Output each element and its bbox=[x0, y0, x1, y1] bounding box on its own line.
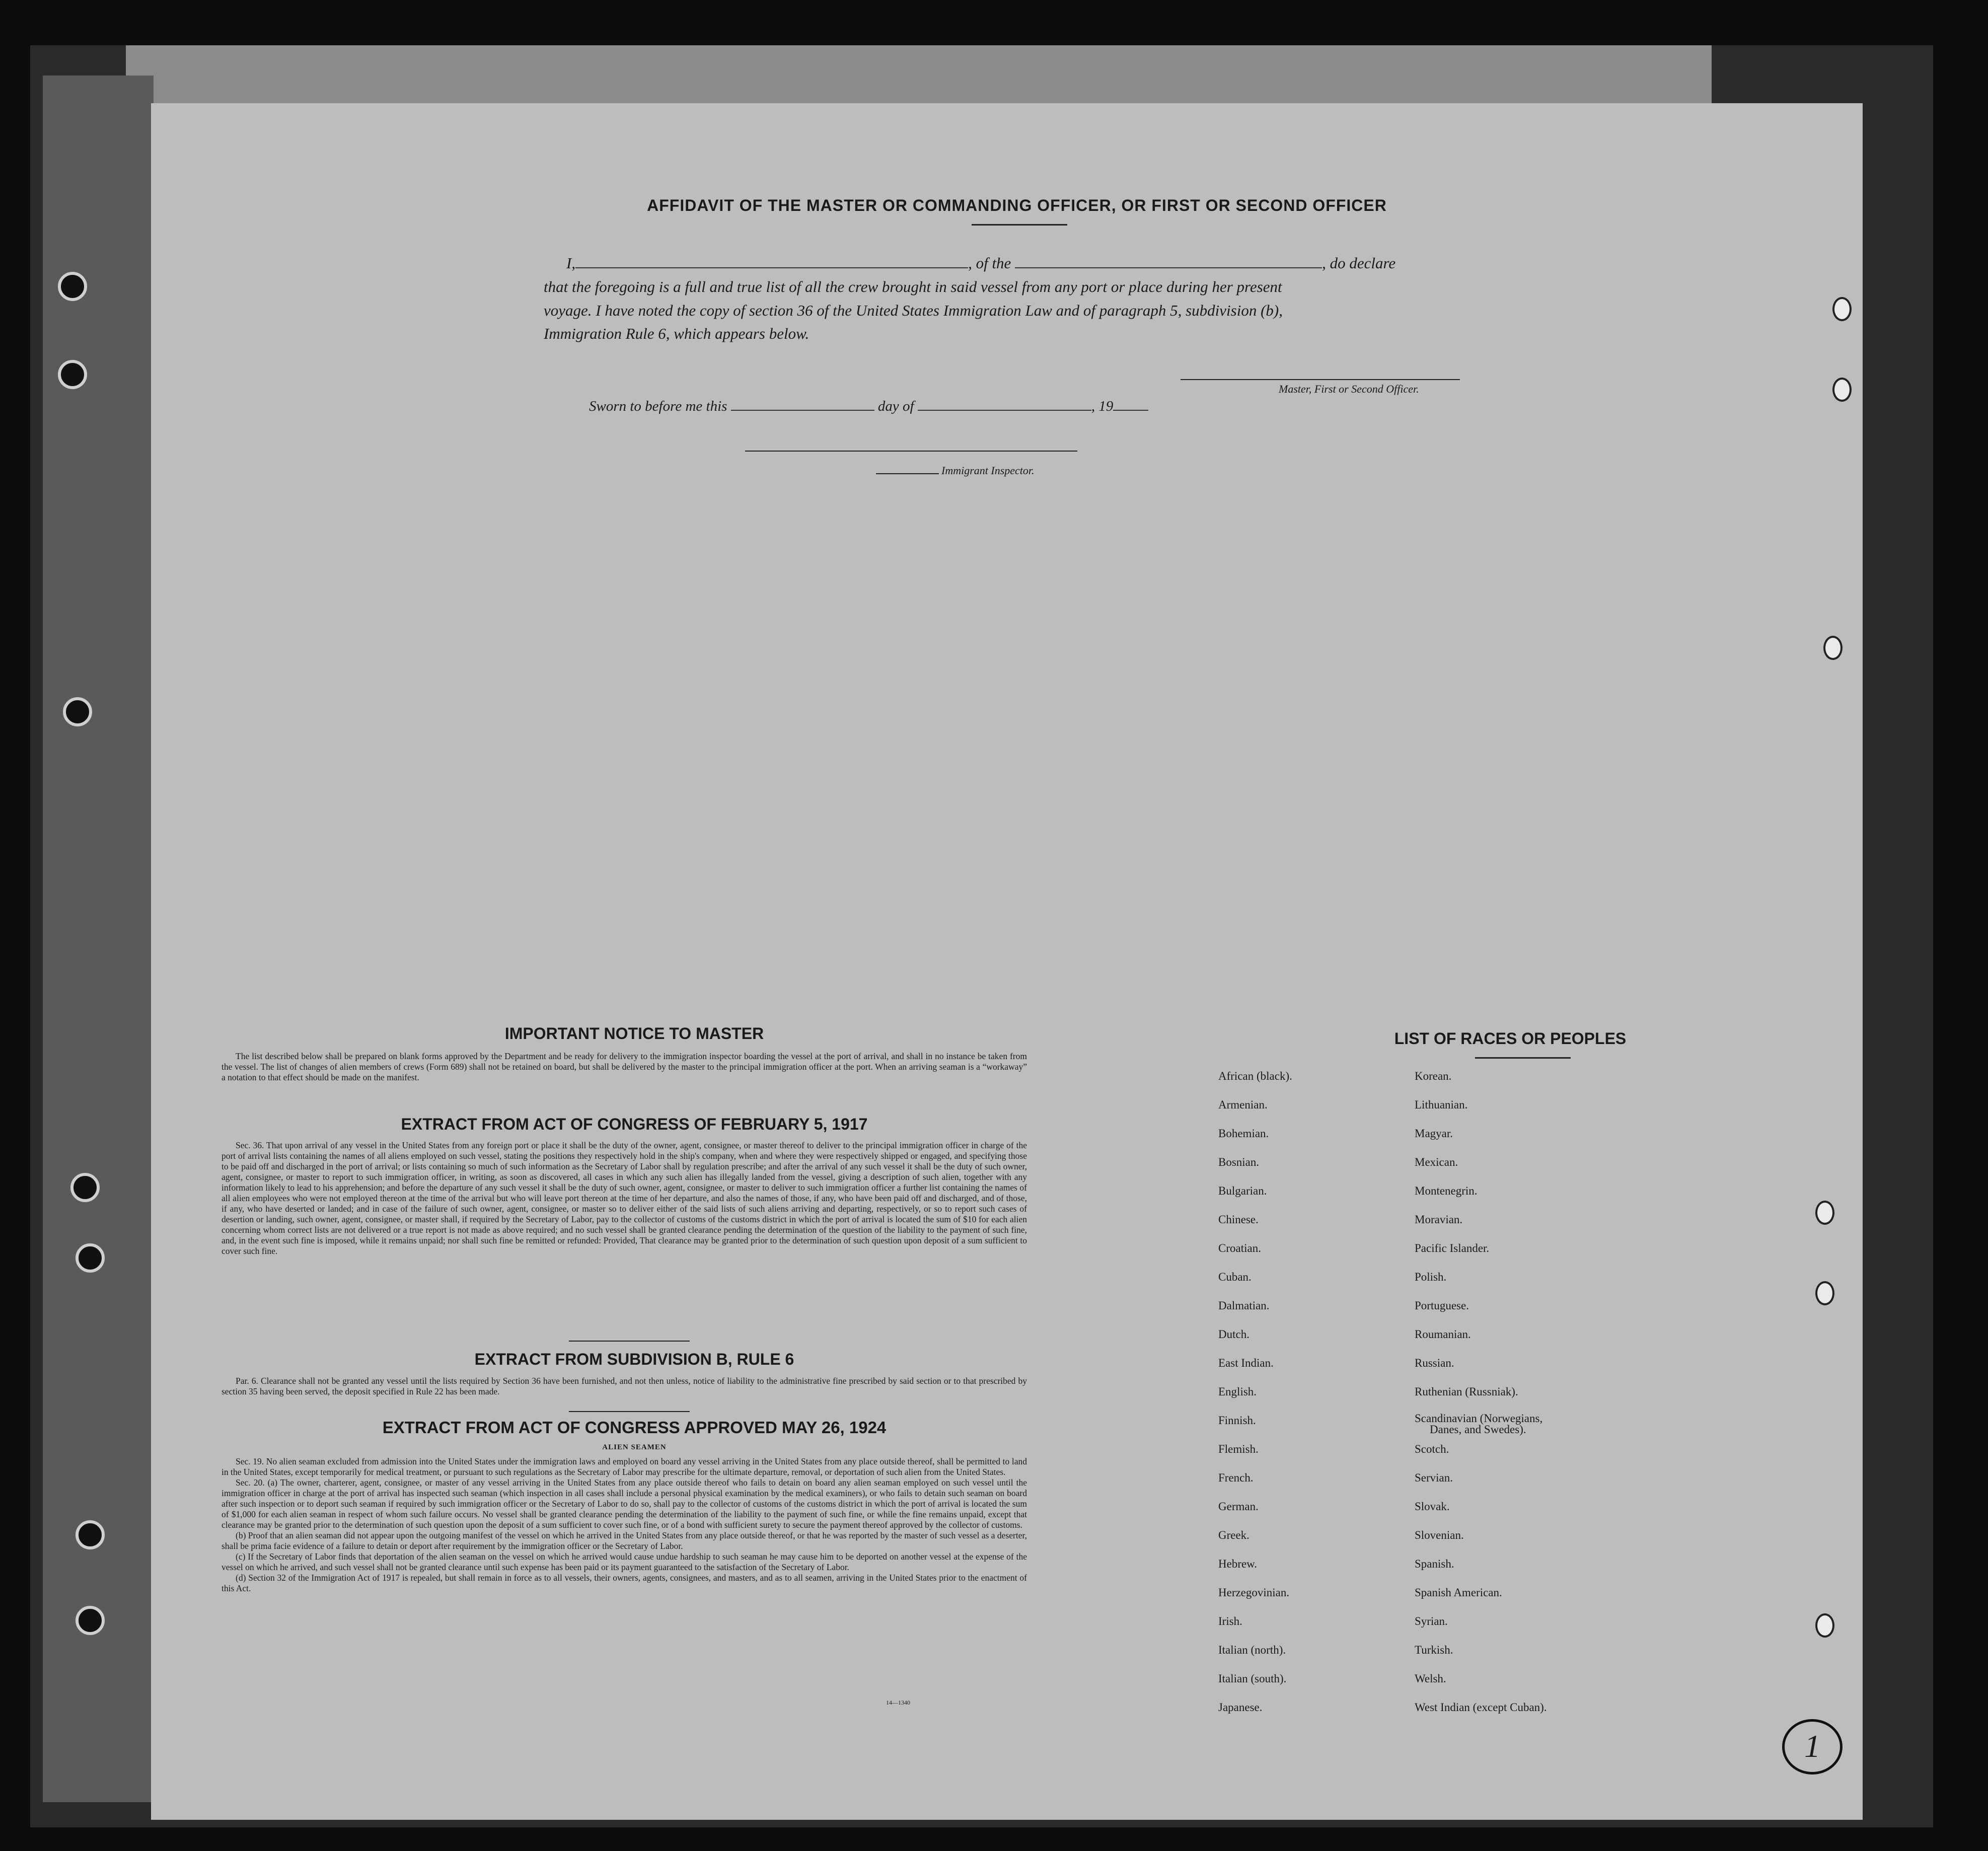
race-item: Flemish. bbox=[1218, 1443, 1259, 1455]
extract-1924-title: EXTRACT FROM ACT OF CONGRESS APPROVED MAY 26, 1924 bbox=[382, 1418, 887, 1437]
race-item: Syrian. bbox=[1415, 1615, 1448, 1627]
race-item: Spanish American. bbox=[1415, 1586, 1502, 1599]
race-item: Portuguese. bbox=[1415, 1299, 1469, 1312]
race-item: Danes, and Swedes). bbox=[1430, 1423, 1526, 1436]
vessel-blank[interactable] bbox=[1015, 254, 1322, 268]
race-item: Slovenian. bbox=[1415, 1529, 1464, 1541]
section-divider bbox=[569, 1411, 690, 1412]
race-item: Turkish. bbox=[1415, 1644, 1453, 1656]
punch-hole bbox=[1823, 636, 1843, 660]
sworn-year-blank[interactable] bbox=[1113, 397, 1148, 411]
extract-1917-text: Sec. 36. That upon arrival of any vessel in the United States from any foreign port or place it shall be the duty of the owner, agent, consignee, or master thereof to deliver to the principal immigration officer in charge of the port of arrival lists containing the names of all aliens employed on such vessel, stating the positions they respectively hold in the ship's company, when and where they were respectively shipped or engaged, and specifying those to be paid off and discharged in the port of arrival; or lists containing so much of such information as the Secretary of Labor shall by regulation prescribe; and after the arrival of any such vessel it shall be the duty of such owner, agent, consignee, or master to report to such immigration officer, in writing, as soon as discovered, all cases in which any such alien has illegally landed from the vessel, giving a description of such alien, together with any information likely to lead to his apprehension; and before the departure of any such vessel it shall be the duty of such owner, agent, consignee, or master to deliver to such immigration officer a further list containing the names of all alien employees who were not employed thereon at the time of the arrival but who will leave port thereon at the time of her departure, and also the names of those, if any, who have been paid off and discharged, and of those, if any, who have deserted or landed; and in case of the failure of such owner, agent, consignee, or master so to deliver either of the said lists of such aliens arriving and departing, respectively, or so to report such cases of desertion or landing, such owner, agent, consignee, or master shall, if required by the Secretary of Labor, pay to the collector of customs of the customs district in which the port of arrival is located the sum of $10 for each alien concerning whom correct lists are not delivered or a true report is not made as above required; and no such vessel shall be granted clearance pending the determination of the question of the liability to the payment of such fine, and, in the event such fine is imposed, while it remains unpaid; nor shall such fine be remitted or refunded: Provided, That clearance may be granted prior to the determination of such question upon deposit of a sum sufficient to cover such fine. bbox=[222, 1140, 1027, 1256]
race-item: Magyar. bbox=[1415, 1127, 1453, 1140]
race-item: Hebrew. bbox=[1218, 1558, 1258, 1570]
binder-hole bbox=[58, 272, 87, 301]
sworn-month-blank[interactable] bbox=[918, 397, 1091, 411]
race-item: Welsh. bbox=[1415, 1672, 1446, 1685]
race-item: Ruthenian (Russniak). bbox=[1415, 1385, 1518, 1398]
races-title-underline bbox=[1475, 1057, 1571, 1059]
race-item: Dalmatian. bbox=[1218, 1299, 1270, 1312]
form-page bbox=[151, 103, 1863, 1820]
race-item: Korean. bbox=[1415, 1070, 1452, 1082]
notice-title: IMPORTANT NOTICE TO MASTER bbox=[504, 1024, 764, 1043]
race-item: Italian (south). bbox=[1218, 1672, 1287, 1685]
master-signature-caption: Master, First or Second Officer. bbox=[1279, 383, 1419, 395]
extract-rule6-text: Par. 6. Clearance shall not be granted any vessel until the lists required by Section 36 have been furnished, and not then unless, notice of liability to the administrative fine prescribed by said section or to that prescribed by section 35 having been served, the deposit specified in Rule 22 has been made. bbox=[222, 1376, 1027, 1396]
extract-1917-title: EXTRACT FROM ACT OF CONGRESS OF FEBRUARY 5, 1917 bbox=[401, 1115, 868, 1133]
race-item: Servian. bbox=[1415, 1471, 1453, 1484]
race-item: Roumanian. bbox=[1415, 1328, 1471, 1341]
declaration-line-3: voyage. I have noted the copy of section 36 of the United States Immigration Law and of paragraph 5, subdivision (b), bbox=[544, 302, 1283, 319]
race-item: English. bbox=[1218, 1385, 1257, 1398]
race-item: French. bbox=[1218, 1471, 1254, 1484]
affidavit-title: AFFIDAVIT OF THE MASTER OR COMMANDING OFFICER, OR FIRST OR SECOND OFFICER bbox=[647, 196, 1387, 214]
race-item: Pacific Islander. bbox=[1415, 1242, 1490, 1254]
races-title: LIST OF RACES OR PEOPLES bbox=[1394, 1029, 1627, 1048]
race-item: Chinese. bbox=[1218, 1213, 1259, 1226]
page-number-mark: 1 bbox=[1782, 1719, 1843, 1774]
race-item: Finnish. bbox=[1218, 1414, 1256, 1427]
inspector-lead-line bbox=[876, 473, 939, 474]
race-item: Slovak. bbox=[1415, 1500, 1450, 1513]
declaration-line-1: I, , of the , do declare bbox=[566, 254, 1396, 272]
race-item: German. bbox=[1218, 1500, 1259, 1513]
name-blank[interactable] bbox=[575, 254, 968, 268]
race-item: Bosnian. bbox=[1218, 1156, 1260, 1168]
extract-rule6-title: EXTRACT FROM SUBDIVISION B, RULE 6 bbox=[474, 1350, 794, 1368]
race-item: Herzegovinian. bbox=[1218, 1586, 1290, 1599]
race-item: Bulgarian. bbox=[1218, 1184, 1267, 1197]
race-item: Montenegrin. bbox=[1415, 1184, 1478, 1197]
inspector-signature-line[interactable] bbox=[745, 451, 1077, 452]
binder-hole bbox=[76, 1520, 105, 1549]
race-item: Armenian. bbox=[1218, 1098, 1268, 1111]
race-item: Bohemian. bbox=[1218, 1127, 1269, 1140]
punch-hole bbox=[1815, 1201, 1834, 1225]
title-underline bbox=[972, 224, 1067, 226]
extract-1924-text: Sec. 19. No alien seaman excluded from admission into the United States under the immigration laws and employed on board any vessel arriving in the United States from any place outside thereof, shall be permitted to land in the United States, except temporarily for medical treatment, or pursuant to such regulations as the Secretary of Labor may prescribe for the ultimate departure, removal, or deportation of such alien from the United States. Sec. 20. (a) The owner, charterer, agent, consignee, or master of any vessel arriving in the United States from any place outside thereof who fails to detain on board any alien seaman employed on such vessel until the immigration officer in charge at the port of arrival has inspected such seaman (which inspection in all cases shall include a personal physical examination by the medical examiners), or who fails to detain such seaman on board after such inspection or to deport such seaman if required by such immigration officer or the Secretary of Labor to do so, shall pay to the collector of customs of the customs district in which the port of arrival is located the sum of $1,000 for each alien seaman in respect of whom such failure occurs. No vessel shall be granted clearance pending the determination of the liability to the payment of such fine, or while the fine remains unpaid, except that clearance may be granted prior to the determination of such question upon the deposit of a sum sufficient to cover such fine, or of a bond with sufficient surety to secure the payment thereof approved by the collector of customs. (b) Proof that an alien seaman did not appear upon the outgoing manifest of the vessel on which he arrived in the United States from any place outside thereof, or that he was reported by the master of such vessel as a deserter, shall be prima facie evidence of a failure to detain or deport after requirement by the immigration officer or the Secretary of Labor. (c) If the Secretary of Labor finds that deportation of the alien seaman on the vessel on which he arrived would cause undue hardship to such seaman he may cause him to be deported on another vessel at the expense of the vessel on which he arrived, and such vessel shall not be granted clearance until such expense has been paid or its payment guaranteed to the satisfaction of the Secretary of Labor. (d) Section 32 of the Immigration Act of 1917 is repealed, but shall remain in force as to all vessels, their owners, agents, consignees, and masters, and as to all seamen, arriving in the United States prior to the enactment of this Act. bbox=[222, 1456, 1027, 1593]
race-item: Scandinavian (Norwegians, bbox=[1415, 1412, 1543, 1425]
binder-hole bbox=[70, 1173, 100, 1202]
race-item: Mexican. bbox=[1415, 1156, 1458, 1168]
race-item: West Indian (except Cuban). bbox=[1415, 1701, 1547, 1714]
sworn-line: Sworn to before me this day of , 19 bbox=[589, 397, 1148, 415]
notice-text: The list described below shall be prepared on blank forms approved by the Department and be ready for delivery to the immigration inspector boarding the vessel at the port of arrival, and shall in no instance be taken from the vessel. The list of changes of alien members of crews (Form 689) shall not be retained on board, but shall be delivered by the master to the principal immigration officer at the port. When an arriving seaman is a “workaway” a notation to that effect should be made on the manifest. bbox=[222, 1051, 1027, 1082]
race-item: Japanese. bbox=[1218, 1701, 1263, 1714]
binder-hole bbox=[76, 1243, 105, 1273]
bleed-through-text bbox=[362, 164, 375, 186]
race-item: Dutch. bbox=[1218, 1328, 1249, 1341]
master-signature-line[interactable] bbox=[1181, 379, 1460, 380]
race-item: Irish. bbox=[1218, 1615, 1242, 1627]
punch-hole bbox=[1832, 378, 1852, 402]
race-item: Cuban. bbox=[1218, 1271, 1251, 1283]
binder-hole bbox=[58, 360, 87, 389]
binder-hole bbox=[76, 1606, 105, 1635]
punch-hole bbox=[1832, 297, 1852, 321]
race-item: Scotch. bbox=[1415, 1443, 1449, 1455]
extract-1924-subtitle: ALIEN SEAMEN bbox=[602, 1443, 667, 1451]
binder-hole bbox=[63, 697, 92, 726]
race-item: Polish. bbox=[1415, 1271, 1447, 1283]
inspector-caption: Immigrant Inspector. bbox=[941, 464, 1035, 477]
punch-hole bbox=[1815, 1613, 1834, 1638]
race-item: Lithuanian. bbox=[1415, 1098, 1468, 1111]
punch-hole bbox=[1815, 1281, 1834, 1305]
form-number: 14—1340 bbox=[886, 1699, 910, 1706]
sworn-day-blank[interactable] bbox=[731, 397, 874, 411]
race-item: African (black). bbox=[1218, 1070, 1292, 1082]
race-item: Italian (north). bbox=[1218, 1644, 1286, 1656]
race-item: Spanish. bbox=[1415, 1558, 1454, 1570]
declaration-line-2: that the foregoing is a full and true list of all the crew brought in said vessel from any port or place during her present bbox=[544, 278, 1282, 295]
race-item: Russian. bbox=[1415, 1357, 1454, 1369]
section-divider bbox=[569, 1341, 690, 1342]
race-item: Moravian. bbox=[1415, 1213, 1463, 1226]
declaration-line-4: Immigration Rule 6, which appears below. bbox=[544, 325, 809, 342]
race-item: East Indian. bbox=[1218, 1357, 1274, 1369]
race-item: Croatian. bbox=[1218, 1242, 1261, 1254]
race-item: Greek. bbox=[1218, 1529, 1249, 1541]
